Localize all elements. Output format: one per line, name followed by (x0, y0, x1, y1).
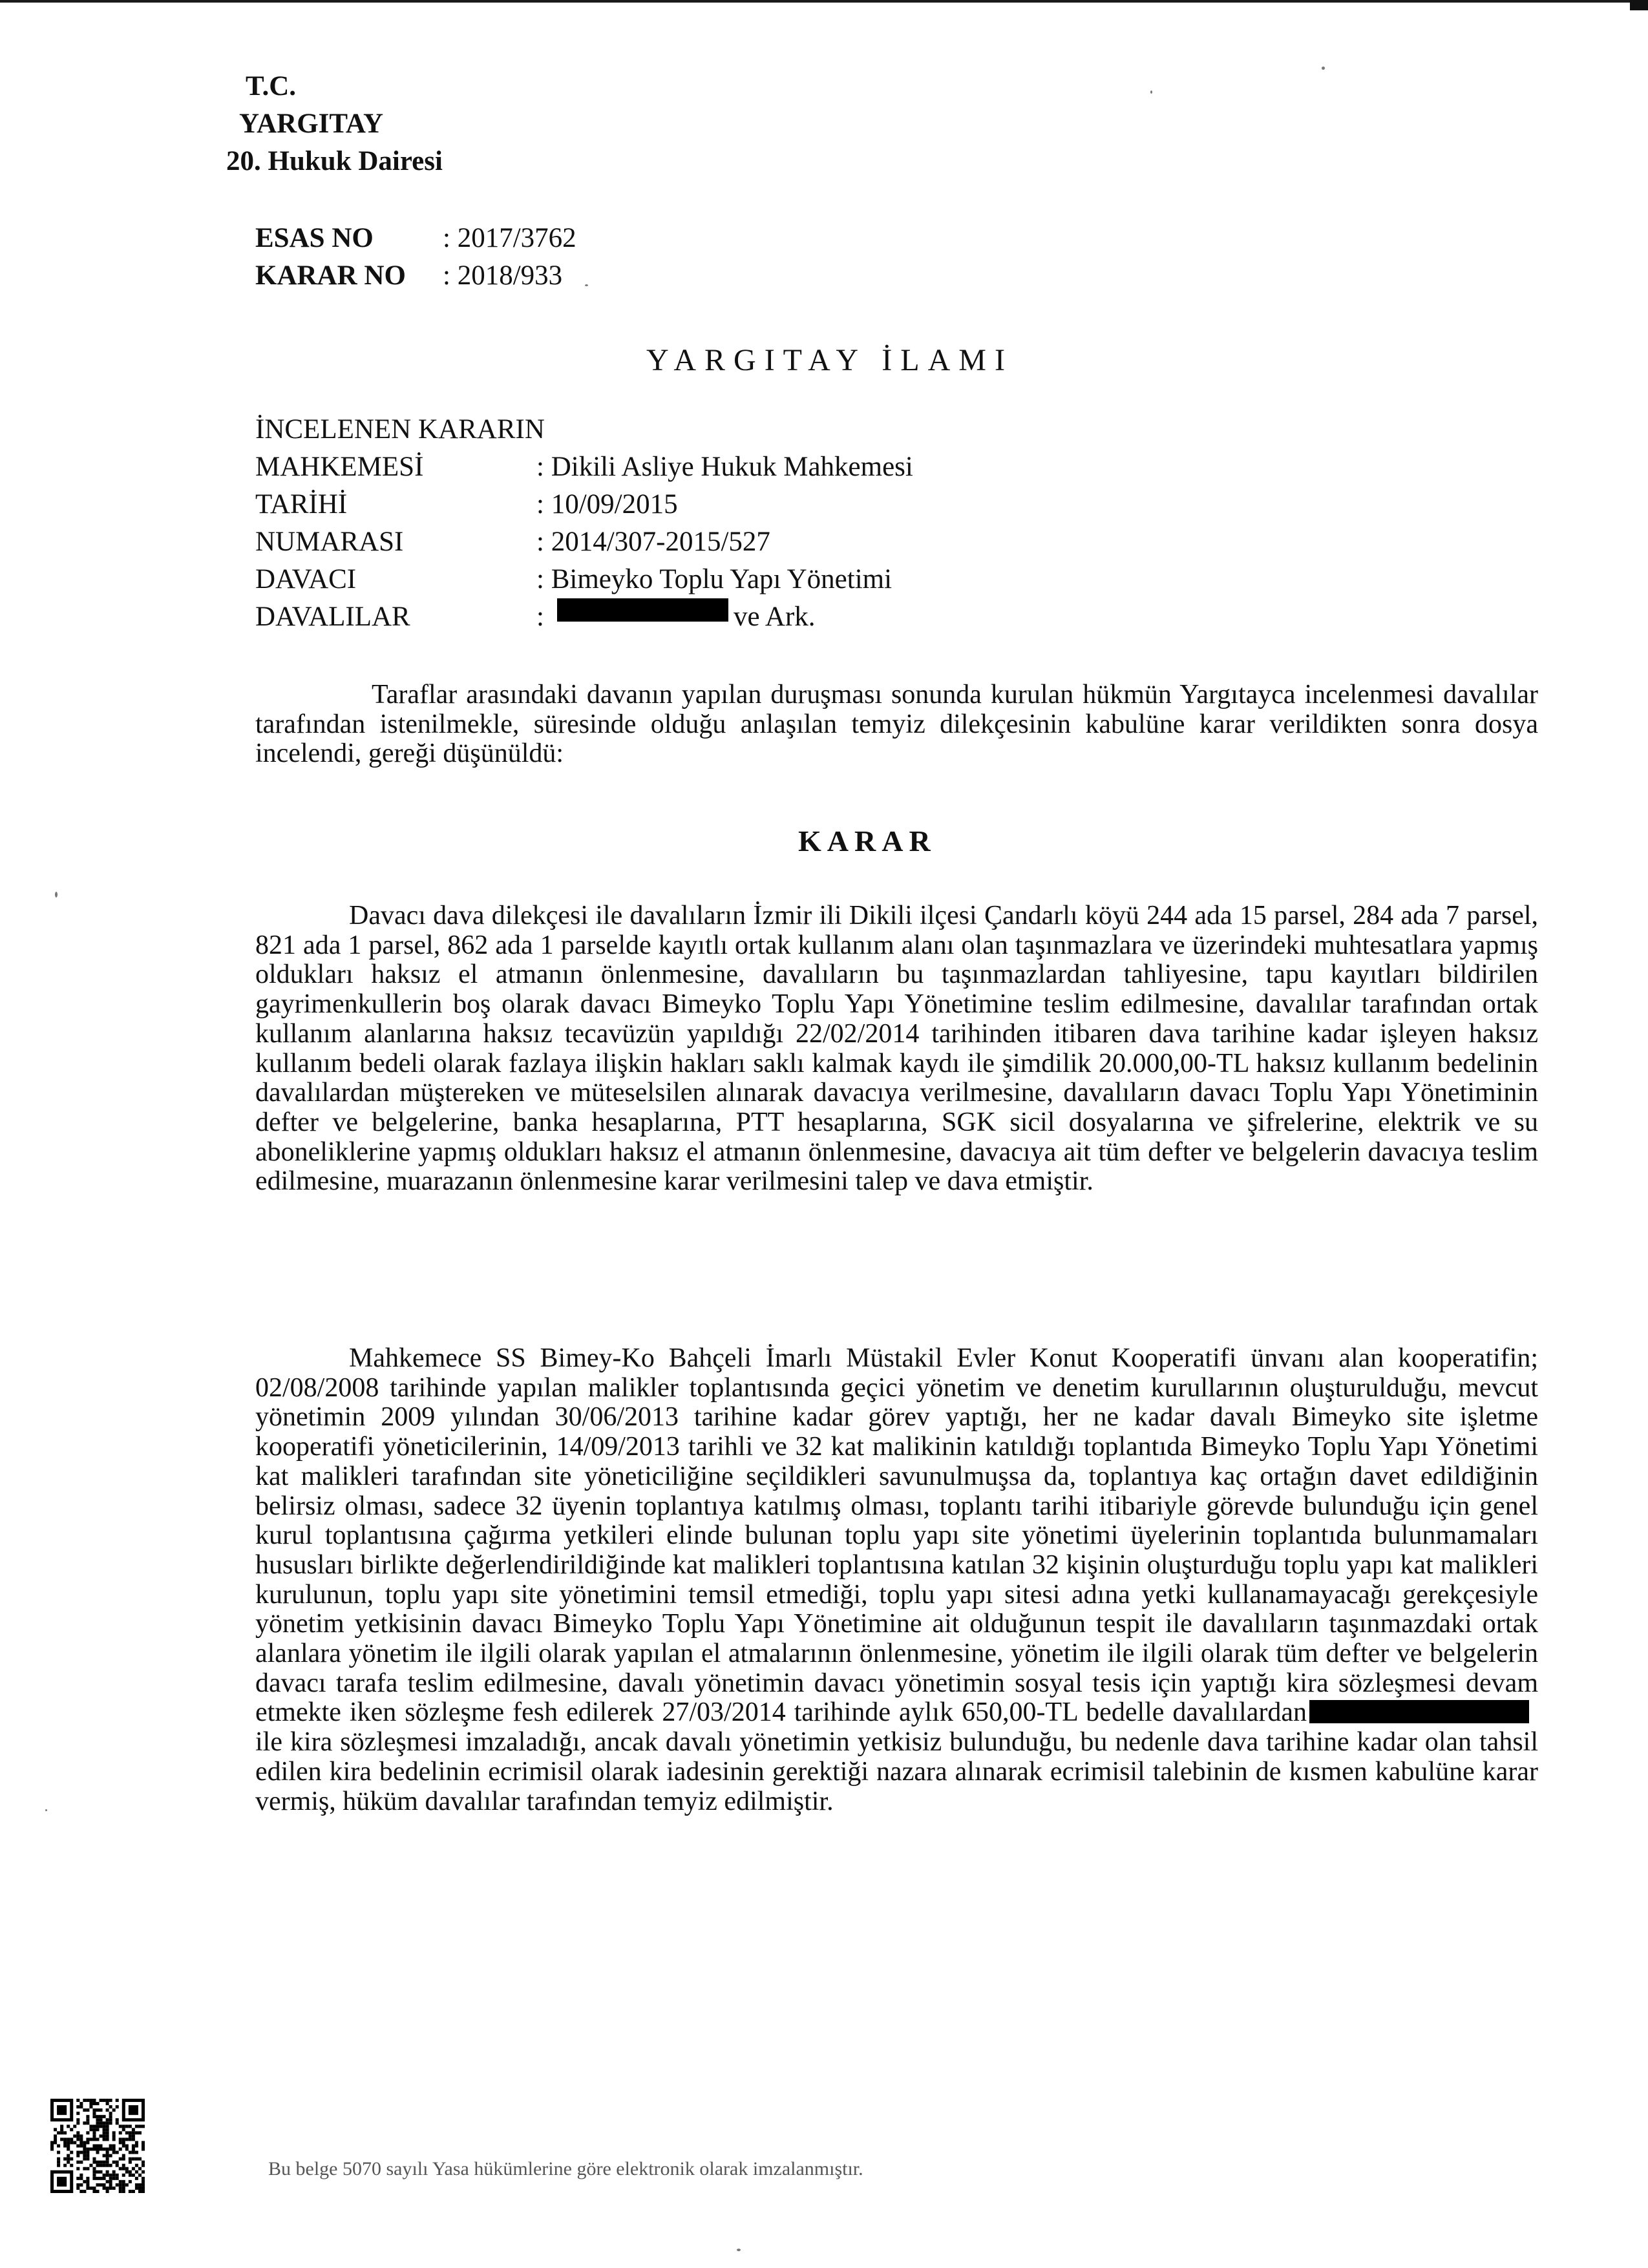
court-header (226, 68, 443, 180)
reviewed-row-date (255, 486, 913, 523)
redaction-bar (557, 598, 728, 622)
reviewed-row-court (255, 448, 913, 486)
karar-heading: KARAR (798, 824, 936, 857)
reviewed-label: MAHKEMESİ (255, 452, 424, 482)
e-signature-note: Bu belge 5070 sayılı Yasa hükümlerine göre elektronik olarak imzalanmıştır. (268, 2158, 863, 2179)
header-court: YARGITAY (239, 109, 384, 139)
qr-code-graphic (50, 2099, 145, 2193)
reviewed-label: DAVACI (255, 564, 357, 594)
header-tc: T.C. (246, 71, 297, 101)
document-title: YARGITAY İLAMI (646, 343, 1013, 377)
reviewed-row-number (255, 523, 913, 561)
scan-speck (1322, 67, 1325, 70)
esas-label: ESAS NO (255, 223, 374, 253)
karar-no-row (255, 257, 576, 295)
karar-no-label: KARAR NO (255, 260, 406, 291)
redaction-bar (1309, 1700, 1529, 1723)
esas-row (255, 220, 576, 257)
header-chamber: 20. Hukuk Dairesi (226, 146, 443, 176)
reviewed-value: : 2014/307-2015/527 (536, 527, 770, 557)
qr-code (50, 2099, 145, 2196)
scan-border-top (0, 0, 1648, 3)
reviewed-row-defendants (255, 598, 913, 636)
scan-speck (585, 284, 588, 286)
body-paragraph-2a: Mahkemece SS Bimey-Ko Bahçeli İmarlı Müstakil Evler Konut Kooperatifi ünvanı alan kooperatifin; 02/08/2008 tarihinde yapılan malikler toplantısında geçici yönetim ve denetim kurullarının oluşturulduğu, mevcut yönetimin 2009 yılından 30/06/2013 tarihine kadar görev yaptığı, her ne kadar davalı Bimeyko site işletme kooperatifi yöneticilerinin, 14/09/2013 tarihli ve 32 kat malikinin katıldığı toplantıda Bimeyko Toplu Yapı Yönetimi kat malikleri tarafından site yöneticiliğine seçildikleri savunulmuşsa da, toplantıya kaç ortağın davet edildiğinin belirsiz olması, sadece 32 üyenin toplantıya katılmış olması, toplantı tarihi itibariyle görevde bulunduğu için genel kurul toplantısına çağırma yetkileri elinde bulunan toplu yapı site yönetimi üyelerinin toplantıda bulunmamaları hususları birlikte değerlendirildiğinde kat malikleri toplantısına katılan 32 kişinin oluşturduğu toplu yapı kat malikleri kurulunun, toplu yapı site yönetimini temsil etmediği, toplu yapı sitesi adına yetki kullanamayacağı gerekçesiyle yönetim yetkisinin davacı Bimeyko Toplu Yapı Yönetimine ait olduğunun tespit ile davalıların taşınmazdaki ortak alanlara yönetim ile ilgili olarak yapılan el atmalarının önlenmesine, yönetim ile ilgili olarak tüm defter ve belgelerin davacı tarafa teslim edilmesine, davalı yönetimin davacı yönetimin sosyal tesis için yaptığı kira sözleşmesi devam etmekte iken sözleşme fesh edilerek 27/03/2014 tarihinde aylık 650,00-TL bedelle davalılardan (255, 1343, 1538, 1728)
defendants-label: DAVALILAR (255, 602, 410, 632)
reviewed-row-plaintiff (255, 561, 913, 598)
body-paragraph-2 (255, 1344, 1538, 1816)
reviewed-heading: İNCELENEN KARARIN (255, 414, 545, 445)
reviewed-value: : Bimeyko Toplu Yapı Yönetimi (536, 564, 893, 594)
karar-no-value: : 2018/933 (443, 260, 563, 291)
body-paragraph-2b: ile kira sözleşmesi imzaladığı, ancak davalı yönetimin yetkisiz bulunduğu, bu nedenle dava tarihine kadar olan tahsil edilen kira bedelinin ecrimisil olarak iadesinin gerektiği nazara alınarak ecrimisil talebinin de kısmen kabulüne karar vermiş, hüküm davalılar tarafından temyiz edilmiştir. (255, 1727, 1538, 1816)
scan-corner-mark (1630, 0, 1648, 10)
reviewed-label: TARİHİ (255, 489, 348, 520)
defendants-prefix: : (536, 602, 544, 632)
esas-value: : 2017/3762 (443, 223, 576, 253)
reviewed-label: NUMARASI (255, 527, 404, 557)
scan-speck (1150, 90, 1152, 94)
defendants-suffix: ve Ark. (733, 602, 816, 632)
body-paragraph-1: Davacı dava dilekçesi ile davalıların İzmir ili Dikili ilçesi Çandarlı köyü 244 ada 15 parsel, 284 ada 7 parsel, 821 ada 1 parsel, 862 ada 1 parselde kayıtlı ortak kullanım alanı olan taşınmazlara ve üzerindeki muhtesatlara yapmış oldukları haksız el atmanın önlenmesine, davalıların bu taşınmazlardan tahliyesine, tapu kayıtları bildirilen gayrimenkullerin boş olarak davacı Bimeyko Toplu Yapı Yönetimine teslim edilmesine, davalılar tarafından ortak kullanım alanlarına haksız tecavüzün yapıldığı 22/02/2014 tarihinden itibaren dava tarihine kadar işleyen haksız kullanım bedeli olarak fazlaya ilişkin hakları saklı kalmak kaydı ile şimdilik 20.000,00-TL haksız kullanım bedelinin davalılardan müştereken ve müteselsilen alınarak davacıya verilmesine, davalıların davacı Toplu Yapı Yönetiminin defter ve belgelerine, banka hesaplarına, PTT hesaplarına, SGK sicil dosyalarına ve şifrelerine, elektrik ve su aboneliklerine yapmış oldukları haksız el atmanın önlenmesine, davacıya ait tüm defter ve belgelerin davacıya teslim edilmesine, muarazanın önlenmesine karar verilmesini talep ve dava etmiştir. (255, 901, 1538, 1197)
case-numbers (255, 220, 576, 295)
intro-paragraph: Taraflar arasındaki davanın yapılan duruşması sonunda kurulan hükmün Yargıtayca incelenmesi davalılar tarafından istenilmekle, süresinde olduğu anlaşılan temyiz dilekçesinin kabulüne karar verildikten sonra dosya incelendi, gereği düşünüldü: (255, 680, 1538, 769)
reviewed-decision-block (255, 411, 913, 636)
scan-speck (55, 892, 58, 898)
reviewed-value: : Dikili Asliye Hukuk Mahkemesi (536, 452, 913, 482)
scan-speck (45, 1809, 47, 1811)
reviewed-value: : 10/09/2015 (536, 489, 678, 520)
scan-speck (737, 2249, 741, 2251)
